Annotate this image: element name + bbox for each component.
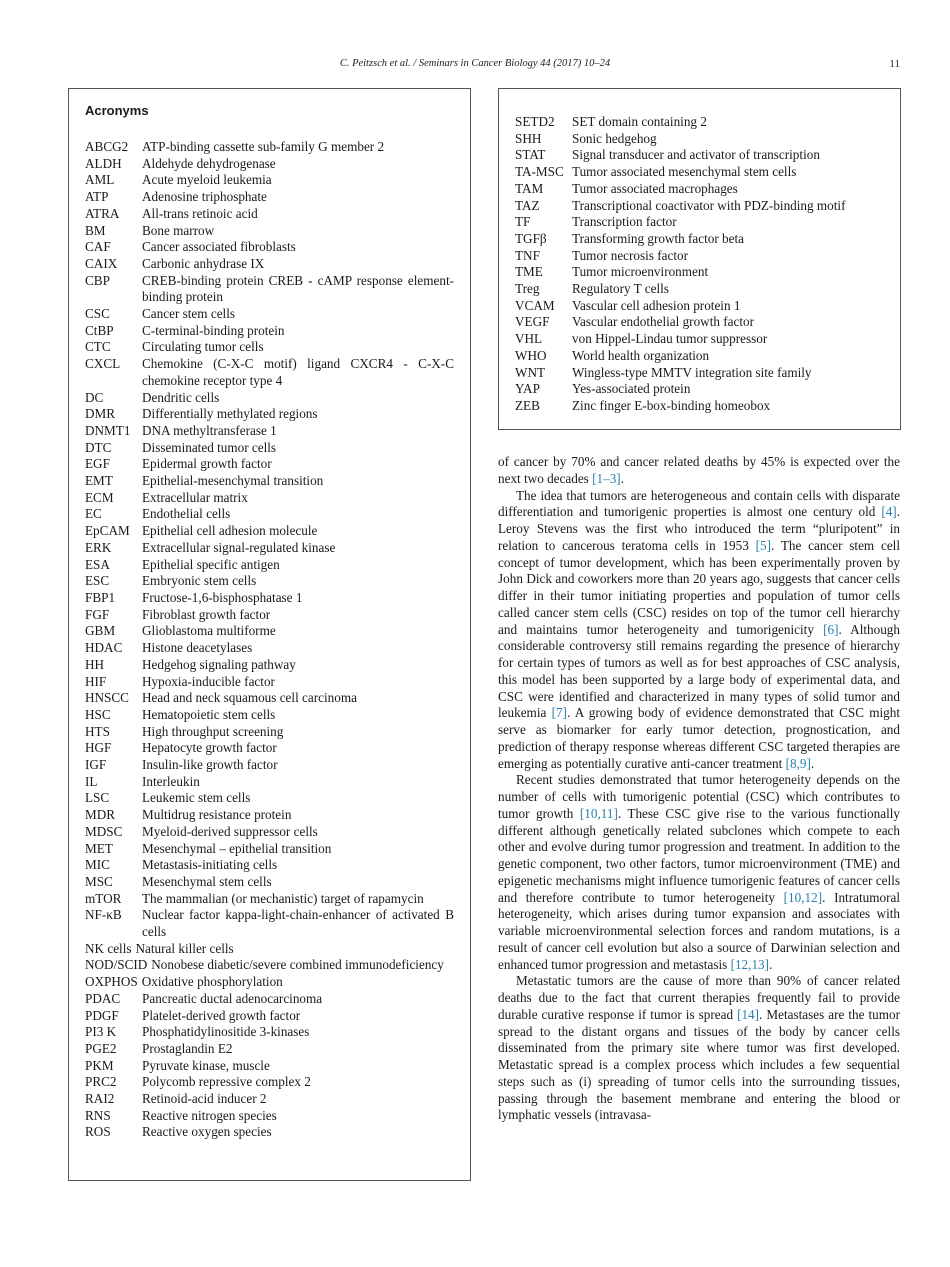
citation-link[interactable]: [1–3]	[592, 470, 621, 486]
acronym-definition: Carbonic anhydrase IX	[142, 255, 265, 271]
acronym-definition: C-terminal-binding protein	[142, 322, 285, 338]
page-number: 11	[889, 58, 900, 70]
acronym-row	[85, 172, 454, 189]
acronym-row	[85, 991, 454, 1008]
acronym-definition: Tumor associated mesenchymal stem cells	[572, 164, 797, 180]
acronym-abbr: ATRA	[85, 205, 120, 221]
acronym-definition: DNA methyltransferase 1	[142, 422, 277, 438]
acronym-row	[515, 348, 884, 365]
body-text-run: . Although considerable controversy still remains regarding the presence of hierarchy for certain types of tumors as well as for best approaches of CSC analysis, this model has been supported by a large body of experimental data, and CSC were identified and characterized in many types of solid tumor and leukemia	[498, 621, 900, 721]
acronym-row	[85, 156, 454, 173]
acronym-definition: Acute myeloid leukemia	[142, 172, 272, 188]
acronym-row	[85, 623, 454, 640]
acronym-definition: Epithelial-mesenchymal transition	[142, 473, 324, 489]
body-text-run: . Leroy Stevens was the first who introduced the term “pluripotent” in relation to cancerous teratoma cells in 1953	[498, 504, 900, 553]
acronym-abbr: DTC	[85, 439, 112, 455]
acronym-definition: Disseminated tumor cells	[142, 439, 277, 455]
acronym-row	[85, 557, 454, 574]
acronym-abbr: HIF	[85, 673, 107, 689]
acronym-row	[85, 774, 454, 791]
acronym-row	[85, 674, 454, 691]
acronym-abbr: TGFβ	[515, 230, 547, 246]
acronym-definition: Retinoid-acid inducer 2	[142, 1091, 267, 1107]
body-text-run: The idea that tumors are heterogeneous and contain cells with disparate differentiation and tumorigenic properties is almost one century old	[498, 487, 900, 520]
acronym-abbr: WNT	[515, 364, 546, 380]
acronym-row	[85, 657, 454, 674]
acronym-row	[515, 164, 884, 181]
acronym-abbr: MET	[85, 840, 113, 856]
acronym-abbr: HGF	[85, 740, 112, 756]
acronym-abbr: EMT	[85, 473, 113, 489]
acronym-abbr: HNSCC	[85, 690, 129, 706]
acronym-abbr: LSC	[85, 790, 110, 806]
acronym-definition: Leukemic stem cells	[142, 790, 251, 806]
acronym-definition: Hedgehog signaling pathway	[142, 656, 296, 672]
body-text-run: . These CSC give rise to the various functionally different although genetically related subclones which compete to each other and evolve during tumor progression and treatment. In addition to the genetic component, two other factors, tumor microenvironment (TME) and epigenetic mechanisms might influence tumorigenic features of cancer cells and therefore contribute to tumor heterogeneity	[498, 805, 900, 905]
acronym-row	[515, 381, 884, 398]
acronym-row	[515, 114, 884, 131]
acronym-abbr: RNS	[85, 1107, 111, 1123]
acronym-definition: Transcriptional coactivator with PDZ-binding motif	[572, 197, 846, 213]
acronym-row	[515, 281, 884, 298]
acronym-row	[85, 1058, 454, 1075]
acronym-row	[85, 573, 454, 590]
acronym-abbr: VEGF	[515, 314, 550, 330]
acronym-definition: Extracellular signal-regulated kinase	[142, 539, 336, 555]
acronym-row	[85, 189, 454, 206]
acronym-row	[85, 323, 454, 340]
body-paragraph	[498, 488, 900, 773]
acronym-definition: The mammalian (or mechanistic) target of rapamycin	[142, 890, 424, 906]
citation-link[interactable]: [4]	[881, 504, 897, 520]
acronym-abbr: NF-κB	[85, 907, 122, 923]
acronym-definition: Mesenchymal – epithelial transition	[142, 840, 332, 856]
acronym-abbr: TME	[515, 264, 543, 280]
acronym-definition: Yes-associated protein	[572, 381, 691, 397]
acronym-definition: Fructose-1,6-bisphosphatase 1	[142, 589, 303, 605]
acronym-row	[85, 406, 454, 423]
acronym-definition: SET domain containing 2	[572, 114, 707, 129]
acronym-definition: CREB-binding protein CREB - cAMP response element-binding protein	[142, 272, 454, 305]
acronym-row	[85, 473, 454, 490]
acronym-abbr: ABCG2	[85, 139, 129, 154]
acronym-abbr: NK cells	[85, 940, 132, 956]
acronym-row	[85, 724, 454, 741]
acronym-definition: Endothelial cells	[142, 506, 231, 522]
acronym-abbr: ERK	[85, 539, 112, 555]
acronym-abbr: MDR	[85, 807, 116, 823]
acronym-definition: Sonic hedgehog	[572, 130, 657, 146]
acronym-definition: Fibroblast growth factor	[142, 606, 271, 622]
body-text-run: . A growing body of evidence demonstrated that CSC might serve as biomarker for early tumor detection, prognostication, and prediction of therapy response whereas different CSC targeted therapies are emerging as potentially curative anti-cancer treatment	[498, 705, 900, 771]
acronyms-box-left	[68, 88, 471, 1181]
acronym-row	[85, 456, 454, 473]
acronym-abbr: HSC	[85, 706, 111, 722]
acronym-definition: Glioblastoma multiforme	[142, 623, 276, 639]
body-text-run: . The cancer stem cell concept of tumor development, which has been experimentally proven by John Dick and coworkers more than 20 years ago, suggests that cancer cells differ in their tumor initiating properties and population of tumor cells called cancer stem cells (CSC) resides on top of the tumor cell hierarchy and maintains tumor heterogeneity and tumorigenicity	[498, 537, 900, 637]
acronym-row	[85, 390, 454, 407]
acronym-definition: Signal transducer and activator of transcription	[572, 147, 820, 163]
acronym-definition: Chemokine (C-X-C motif) ligand CXCR4 - C-X-C chemokine receptor type 4	[142, 356, 454, 388]
acronym-definition: Tumor necrosis factor	[572, 247, 688, 263]
acronym-row	[85, 807, 454, 824]
acronym-row	[85, 139, 454, 156]
running-head	[0, 58, 950, 72]
acronym-abbr: VHL	[515, 331, 543, 347]
acronym-row	[85, 857, 454, 874]
acronym-abbr: IGF	[85, 757, 107, 773]
acronym-abbr: EGF	[85, 456, 110, 472]
acronym-definition: Epithelial cell adhesion molecule	[142, 523, 318, 539]
body-text-run: .	[810, 755, 815, 771]
acronym-abbr: ESA	[85, 556, 110, 572]
acronym-row	[85, 907, 454, 940]
acronym-definition: Natural killer cells	[135, 940, 234, 956]
acronym-abbr: TAM	[515, 180, 544, 196]
acronym-row	[85, 1108, 454, 1125]
acronym-abbr: OXPHOS	[85, 974, 138, 990]
acronym-row	[85, 757, 454, 774]
acronym-abbr: BM	[85, 222, 106, 238]
acronym-definition: Prostaglandin E2	[142, 1040, 233, 1056]
acronym-row	[85, 690, 454, 707]
acronym-definition: Circulating tumor cells	[142, 339, 264, 355]
acronym-abbr: ECM	[85, 489, 114, 505]
acronym-abbr: ATP	[85, 189, 109, 205]
acronym-row	[85, 339, 454, 356]
acronym-row	[85, 957, 454, 974]
acronym-definition: Pancreatic ductal adenocarcinoma	[142, 990, 323, 1006]
acronym-definition: Myeloid-derived suppressor cells	[142, 823, 318, 839]
acronym-abbr: CSC	[85, 306, 110, 322]
acronyms-box-right	[498, 88, 901, 430]
body-text-run: .	[620, 470, 624, 486]
acronym-row	[515, 248, 884, 265]
acronym-row	[85, 1074, 454, 1091]
acronym-row	[85, 874, 454, 891]
acronym-row	[515, 147, 884, 164]
citation-link[interactable]: [6]	[823, 621, 839, 637]
acronym-definition: Epidermal growth factor	[142, 456, 272, 472]
acronym-row	[85, 1091, 454, 1108]
acronym-row	[85, 1024, 454, 1041]
acronym-abbr: GBM	[85, 623, 116, 639]
acronym-row	[85, 824, 454, 841]
acronym-definition: High throughput screening	[142, 723, 284, 739]
acronym-row	[515, 131, 884, 148]
acronym-row	[85, 790, 454, 807]
acronym-row	[515, 365, 884, 382]
acronym-definition: Tumor associated macrophages	[572, 180, 738, 196]
body-text-run: . Metastases are the tumor spread to the distant organs and tissues of the body by cancer cells disseminated from the primary site where tumor was first developed. Metastatic spread is a complex process which includes a few sequential steps such as (i) spreading of tumor cells into the surrounding tissues, passing through the basement membrane and entering the blood or lymphatic vessels (intravasa-	[498, 1006, 900, 1123]
acronym-row	[85, 941, 454, 958]
acronym-abbr: HTS	[85, 723, 110, 739]
acronym-abbr: ALDH	[85, 155, 122, 171]
acronym-definition: Pyruvate kinase, muscle	[142, 1057, 270, 1073]
acronym-definition: Interleukin	[142, 773, 200, 789]
acronym-definition: Nonobese diabetic/severe combined immunodeficiency	[151, 957, 444, 973]
acronym-definition: Insulin-like growth factor	[142, 757, 278, 773]
acronym-abbr: PDAC	[85, 990, 121, 1006]
acronym-abbr: ZEB	[515, 397, 540, 413]
acronym-abbr: MSC	[85, 873, 113, 889]
acronym-definition: Metastasis-initiating cells	[142, 857, 278, 873]
acronym-definition: Differentially methylated regions	[142, 406, 318, 422]
acronym-definition: Extracellular matrix	[142, 489, 248, 505]
acronym-row	[85, 707, 454, 724]
acronym-abbr: STAT	[515, 147, 546, 163]
acronym-row	[85, 256, 454, 273]
acronym-abbr: PRC2	[85, 1074, 117, 1090]
acronym-row	[85, 1041, 454, 1058]
acronym-abbr: YAP	[515, 381, 540, 397]
body-paragraph	[498, 772, 900, 973]
acronym-abbr: PDGF	[85, 1007, 119, 1023]
acronym-definition: Cancer stem cells	[142, 306, 236, 322]
acronym-row	[515, 331, 884, 348]
running-title: C. Peitzsch et al. / Seminars in Cancer Biology 44 (2017) 10–24	[339, 58, 611, 69]
acronym-definition: Multidrug resistance protein	[142, 807, 292, 823]
acronym-definition: Oxidative phosphorylation	[141, 974, 283, 990]
acronym-definition: All-trans retinoic acid	[142, 205, 258, 221]
acronym-row	[515, 231, 884, 248]
acronym-row	[85, 223, 454, 240]
acronym-definition: Nuclear factor kappa-light-chain-enhancer of activated B cells	[142, 907, 454, 940]
acronym-abbr: PGE2	[85, 1040, 117, 1056]
acronym-definition: Zinc finger E-box-binding homeobox	[572, 397, 771, 413]
acronym-row	[515, 298, 884, 315]
acronym-row	[85, 490, 454, 507]
acronym-definition: Reactive oxygen species	[142, 1124, 272, 1140]
acronym-list-left	[85, 139, 454, 1141]
body-paragraph	[498, 973, 900, 1124]
citation-link[interactable]: [5]	[755, 537, 771, 553]
acronym-definition: von Hippel-Lindau tumor suppressor	[572, 331, 768, 347]
citation-link[interactable]: [8,9]	[785, 755, 811, 771]
acronym-row	[85, 239, 454, 256]
acronym-abbr: DNMT1	[85, 422, 131, 438]
acronym-row	[85, 841, 454, 858]
acronym-definition: Aldehyde dehydrogenase	[142, 155, 276, 171]
acronym-abbr: mTOR	[85, 890, 122, 906]
body-text-run: of cancer by 70% and cancer related deaths by 45% is expected over the next two decades	[498, 454, 900, 486]
acronym-abbr: CXCL	[85, 356, 121, 372]
acronym-definition: Head and neck squamous cell carcinoma	[142, 690, 357, 706]
acronym-abbr: IL	[85, 773, 98, 789]
acronym-row	[85, 306, 454, 323]
acronym-abbr: AML	[85, 172, 115, 188]
acronym-abbr: DMR	[85, 406, 116, 422]
acronym-row	[515, 264, 884, 281]
acronym-definition: Hepatocyte growth factor	[142, 740, 277, 756]
acronym-definition: Reactive nitrogen species	[142, 1107, 277, 1123]
acronym-row	[85, 974, 454, 991]
acronym-definition: Bone marrow	[142, 222, 215, 238]
acronym-abbr: PI3 K	[85, 1024, 117, 1040]
acronym-definition: Vascular endothelial growth factor	[572, 314, 754, 330]
acronym-abbr: TNF	[515, 247, 540, 263]
acronym-row	[515, 398, 884, 415]
acronym-abbr: FGF	[85, 606, 110, 622]
citation-link[interactable]: [10,11]	[579, 805, 618, 821]
acronym-abbr: NOD/SCID	[85, 957, 148, 973]
acronym-abbr: HDAC	[85, 640, 123, 656]
acronym-list-right	[515, 114, 884, 415]
acronym-row	[85, 740, 454, 757]
acronym-row	[85, 206, 454, 223]
acronym-row	[85, 540, 454, 557]
acronym-definition: Tumor microenvironment	[572, 264, 709, 280]
acronym-definition: Adenosine triphosphate	[142, 189, 267, 205]
acronym-definition: Wingless-type MMTV integration site family	[572, 364, 812, 380]
citation-link[interactable]: [7]	[551, 705, 567, 721]
acronym-abbr: EC	[85, 506, 102, 522]
acronym-row	[85, 273, 454, 306]
acronym-definition: Regulatory T cells	[572, 281, 669, 297]
acronym-definition: Platelet-derived growth factor	[142, 1007, 301, 1023]
acronym-abbr: Treg	[515, 281, 540, 297]
acronym-abbr: CBP	[85, 272, 110, 288]
acronym-abbr: TAZ	[515, 197, 540, 213]
acronym-abbr: MDSC	[85, 823, 123, 839]
acronym-definition: Polycomb repressive complex 2	[142, 1074, 311, 1090]
acronym-row	[85, 891, 454, 908]
acronym-row	[515, 181, 884, 198]
acronym-definition: Dendritic cells	[142, 389, 220, 405]
acronym-abbr: CAF	[85, 239, 111, 255]
acronym-row	[85, 506, 454, 523]
acronym-definition: Transforming growth factor beta	[572, 230, 745, 246]
citation-link[interactable]: [10,12]	[783, 889, 823, 905]
acronym-abbr: TA-MSC	[515, 164, 564, 180]
acronym-row	[85, 440, 454, 457]
body-text-run: .	[769, 956, 773, 972]
citation-link[interactable]: [12,13]	[730, 956, 770, 972]
article-body	[498, 454, 900, 1124]
acronym-row	[85, 607, 454, 624]
acronym-abbr: EpCAM	[85, 523, 130, 539]
acronym-definition: Transcription factor	[572, 214, 677, 230]
acronym-definition: Hypoxia-inducible factor	[142, 673, 275, 689]
acronym-abbr: HH	[85, 656, 105, 672]
acronym-abbr: CtBP	[85, 322, 114, 338]
acronym-abbr: SETD2	[515, 114, 555, 129]
acronym-row	[85, 590, 454, 607]
acronym-abbr: CTC	[85, 339, 111, 355]
acronym-row	[515, 214, 884, 231]
body-paragraph	[498, 454, 900, 488]
acronym-row	[85, 1124, 454, 1141]
acronym-row	[85, 356, 454, 389]
acronym-abbr: RAI2	[85, 1091, 115, 1107]
acronym-definition: Embryonic stem cells	[142, 573, 257, 589]
acronym-abbr: SHH	[515, 130, 542, 146]
acronym-row	[85, 523, 454, 540]
acronym-abbr: TF	[515, 214, 531, 230]
acronym-row	[85, 1008, 454, 1025]
acronym-abbr: VCAM	[515, 297, 555, 313]
acronym-row	[515, 198, 884, 215]
acronym-definition: Epithelial specific antigen	[142, 556, 280, 572]
acronym-abbr: ROS	[85, 1124, 111, 1140]
acronym-abbr: DC	[85, 389, 104, 405]
acronym-definition: Mesenchymal stem cells	[142, 873, 272, 889]
acronym-abbr: WHO	[515, 347, 547, 363]
body-text-run: Metastatic tumors are the cause of more than 90% of cancer related deaths due to the fact that current therapies frequently fail to provide durable curative response if tumor is spread	[498, 973, 900, 1022]
acronym-abbr: ESC	[85, 573, 110, 589]
acronym-abbr: PKM	[85, 1057, 114, 1073]
acronym-definition: Vascular cell adhesion protein 1	[572, 297, 741, 313]
acronyms-title: Acronyms	[85, 103, 149, 118]
acronym-definition: Cancer associated fibroblasts	[142, 239, 296, 255]
citation-link[interactable]: [14]	[737, 1006, 760, 1022]
body-text-run: Recent studies demonstrated that tumor heterogeneity depends on the number of cells with tumorigenic potential (CSC) which contributes to tumor growth	[498, 772, 900, 821]
acronym-abbr: FBP1	[85, 589, 116, 605]
acronym-definition: ATP-binding cassette sub-family G member 2	[142, 139, 385, 154]
acronym-row	[85, 423, 454, 440]
acronym-definition: Hematopoietic stem cells	[142, 706, 276, 722]
acronym-abbr: CAIX	[85, 255, 118, 271]
acronym-definition: World health organization	[572, 347, 710, 363]
acronym-definition: Phosphatidylinositide 3-kinases	[142, 1024, 310, 1040]
body-text-run: . Intratumoral heterogeneity, which arises during tumor expansion and associates with variable microenvironmental selection forces and random mutations, is a result of cancer cell evolution but also a source of Darwinian selection and enhanced tumor progression and metastasis	[498, 889, 900, 972]
acronym-definition: Histone deacetylases	[142, 640, 253, 656]
acronym-abbr: MIC	[85, 857, 110, 873]
acronym-row	[85, 640, 454, 657]
acronym-row	[515, 314, 884, 331]
